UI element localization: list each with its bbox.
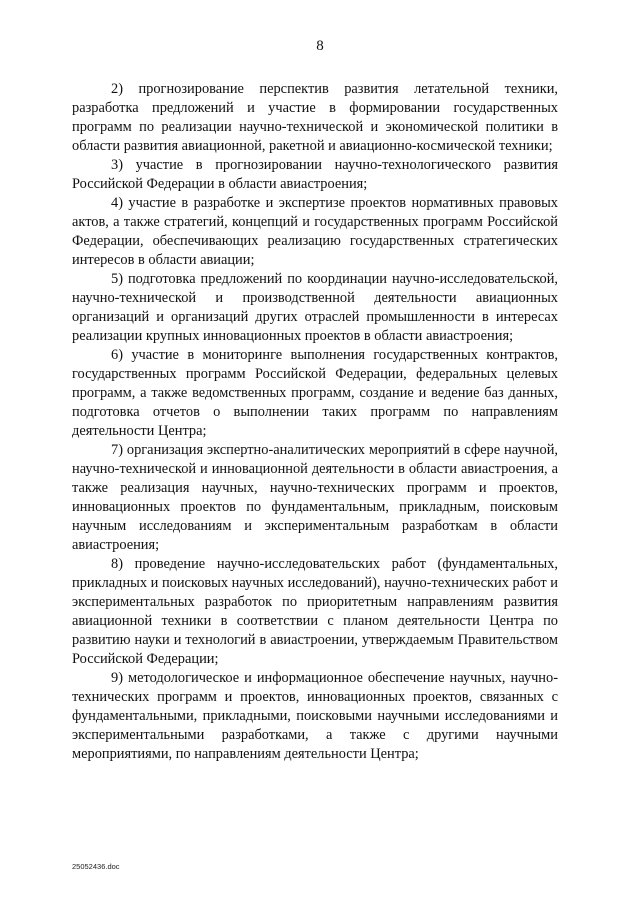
file-name-footer: 25052436.doc: [72, 862, 120, 871]
paragraph-item-5: 5) подготовка предложений по координации научно-исследовательской, научно-технической и производственной деятельности авиационных организаций и организаций других отраслей промышленности в интересах реализации крупных инновационных проектов в области авиастроения;: [72, 271, 558, 344]
paragraph-item-8: 8) проведение научно-исследовательских работ (фундаментальных, прикладных и поисковых научных исследований), научно-технических работ и экспериментальных разработок по приоритетным направлениям развития авиационной техники в соответствии с планом деятельности Центра по развитию науки и технологий в авиастроении, утверждаемым Правительством Российской Федерации;: [72, 556, 558, 667]
paragraph-item-7: 7) организация экспертно-аналитических мероприятий в сфере научной, научно-технической и инновационной деятельности в области авиастроения, а также реализация научных, научно-технических программ и проектов, инновационных проектов по фундаментальным, прикладным, поисковым научным исследованиям и экспериментальным разработкам в области авиастроения;: [72, 442, 558, 553]
paragraph-item-4: 4) участие в разработке и экспертизе проектов нормативных правовых актов, а также стратегий, концепций и государственных программ Российской Федерации, обеспечивающих реализацию государственных стратегических интересов в области авиации;: [72, 195, 558, 268]
page-number: 8: [316, 38, 324, 54]
paragraph-item-2: 2) прогнозирование перспектив развития летательной техники, разработка предложений и участие в формировании государственных программ по реализации научно-технической и экономической политики в области развития авиационной, ракетной и авиационно-космической техники;: [72, 81, 558, 154]
paragraph-item-9: 9) методологическое и информационное обеспечение научных, научно-технических программ и проектов, инновационных проектов, связанных с фундаментальными, прикладными, поисковыми научными исследованиями и экспериментальными разработками, а также с другими научными мероприятиями, по направлениям деятельности Центра;: [72, 670, 558, 762]
paragraph-item-3: 3) участие в прогнозировании научно-технологического развития Российской Федерации в области авиастроения;: [72, 157, 558, 192]
paragraph-item-6: 6) участие в мониторинге выполнения государственных контрактов, государственных программ Российской Федерации, федеральных целевых программ, а также ведомственных программ, создание и ведение баз данных, подготовка отчетов о выполнении таких программ по направлениям деятельности Центра;: [72, 347, 558, 439]
document-body: [72, 80, 558, 764]
